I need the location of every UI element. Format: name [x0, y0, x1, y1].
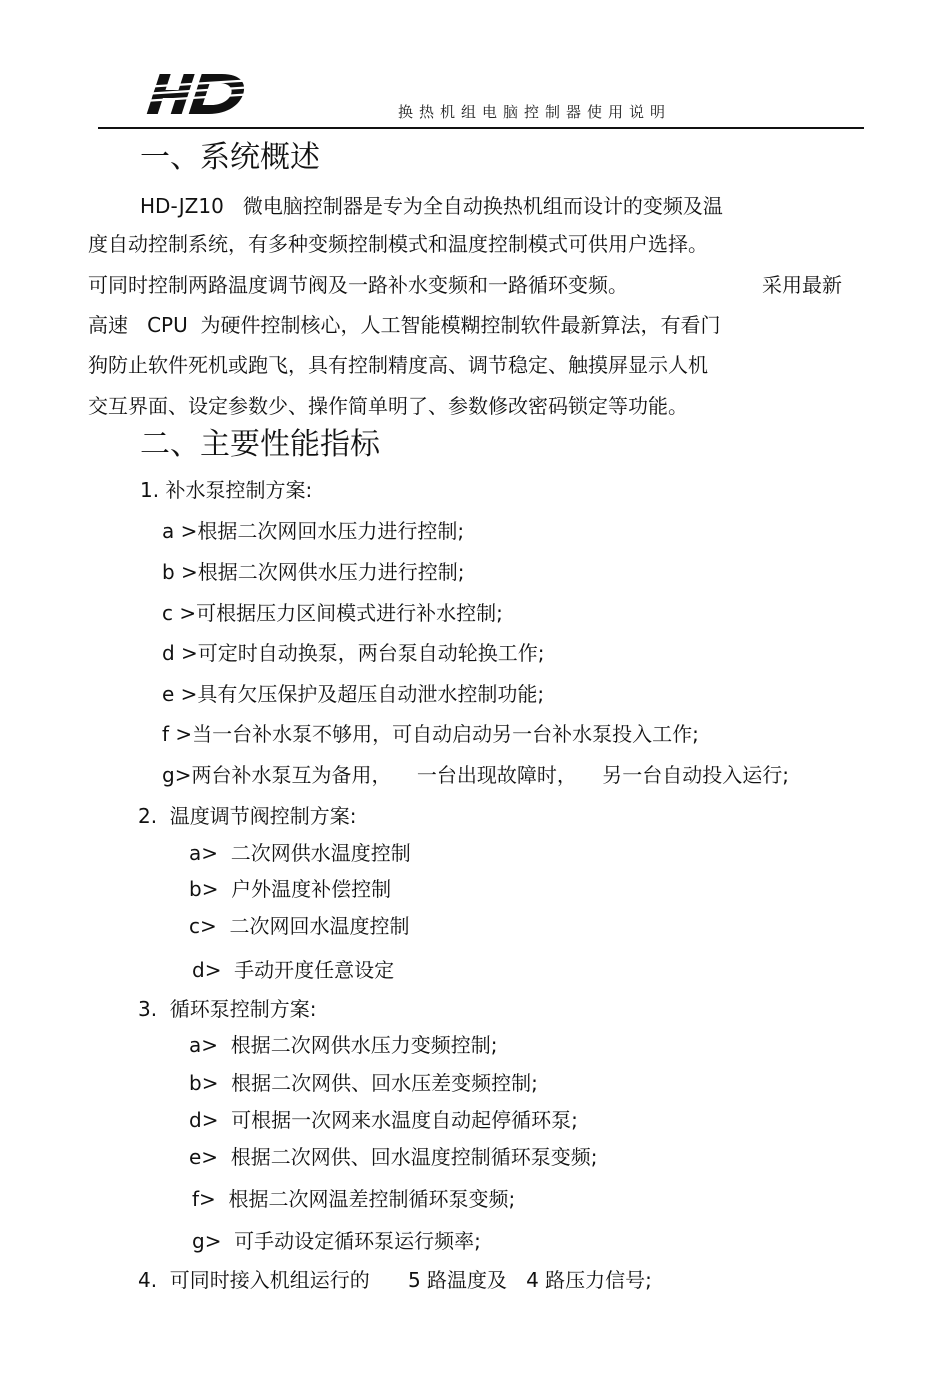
list-item: f> 根据二次网温差控制循环泵变频;: [192, 1187, 516, 1211]
list-item: d >可定时自动换泵，两台泵自动轮换工作;: [162, 641, 545, 665]
list-item-title: 1. 补水泵控制方案:: [140, 478, 313, 502]
list-item-title: 4. 可同时接入机组运行的 5 路温度及 4 路压力信号;: [138, 1268, 652, 1292]
paragraph-line: 度自动控制系统，有多种变频控制模式和温度控制模式可供用户选择。: [88, 232, 708, 256]
list-item: d> 手动开度任意设定: [192, 958, 395, 982]
list-item-title: 3. 循环泵控制方案:: [138, 997, 317, 1021]
list-item: g> 可手动设定循环泵运行频率;: [192, 1229, 481, 1253]
paragraph-line: 高速 CPU 为硬件控制核心，人工智能模糊控制软件最新算法，有看门: [88, 313, 721, 337]
list-item: f >当一台补水泵不够用，可自动启动另一台补水泵投入工作;: [162, 722, 699, 746]
section-heading-overview: 一、系统概述: [140, 140, 320, 175]
list-item: e >具有欠压保护及超压自动泄水控制功能;: [162, 682, 545, 706]
list-item: c >可根据压力区间模式进行补水控制;: [162, 601, 503, 625]
list-item: d> 可根据一次网来水温度自动起停循环泵;: [189, 1108, 578, 1132]
paragraph-line: 可同时控制两路温度调节阀及一路补水变频和一路循环变频。: [88, 273, 628, 297]
list-item: b >根据二次网供水压力进行控制;: [162, 560, 465, 584]
paragraph-line: HD-JZ10 微电脑控制器是专为全自动换热机组而设计的变频及温: [140, 194, 723, 218]
header-title: 换热机组电脑控制器使用说明: [398, 103, 672, 121]
hd-logo: [143, 70, 255, 118]
section-heading-specs: 二、主要性能指标: [140, 427, 380, 462]
list-item: b> 户外温度补偿控制: [189, 877, 392, 901]
paragraph-line: 交互界面、设定参数少、操作简单明了、参数修改密码锁定等功能。: [88, 394, 688, 418]
header-divider: [98, 127, 864, 129]
list-item: b> 根据二次网供、回水压差变频控制;: [189, 1071, 538, 1095]
list-item: a> 二次网供水温度控制: [189, 841, 411, 865]
paragraph-line: 采用最新: [762, 273, 842, 297]
list-item: c> 二次网回水温度控制: [189, 914, 410, 938]
paragraph-line: 狗防止软件死机或跑飞，具有控制精度高、调节稳定、触摸屏显示人机: [88, 353, 708, 377]
list-item: a> 根据二次网供水压力变频控制;: [189, 1033, 498, 1057]
list-item: e> 根据二次网供、回水温度控制循环泵变频;: [189, 1145, 598, 1169]
list-item: g>两台补水泵互为备用， 一台出现故障时， 另一台自动投入运行;: [162, 763, 790, 787]
list-item: a >根据二次网回水压力进行控制;: [162, 519, 465, 543]
list-item-title: 2. 温度调节阀控制方案:: [138, 804, 357, 828]
